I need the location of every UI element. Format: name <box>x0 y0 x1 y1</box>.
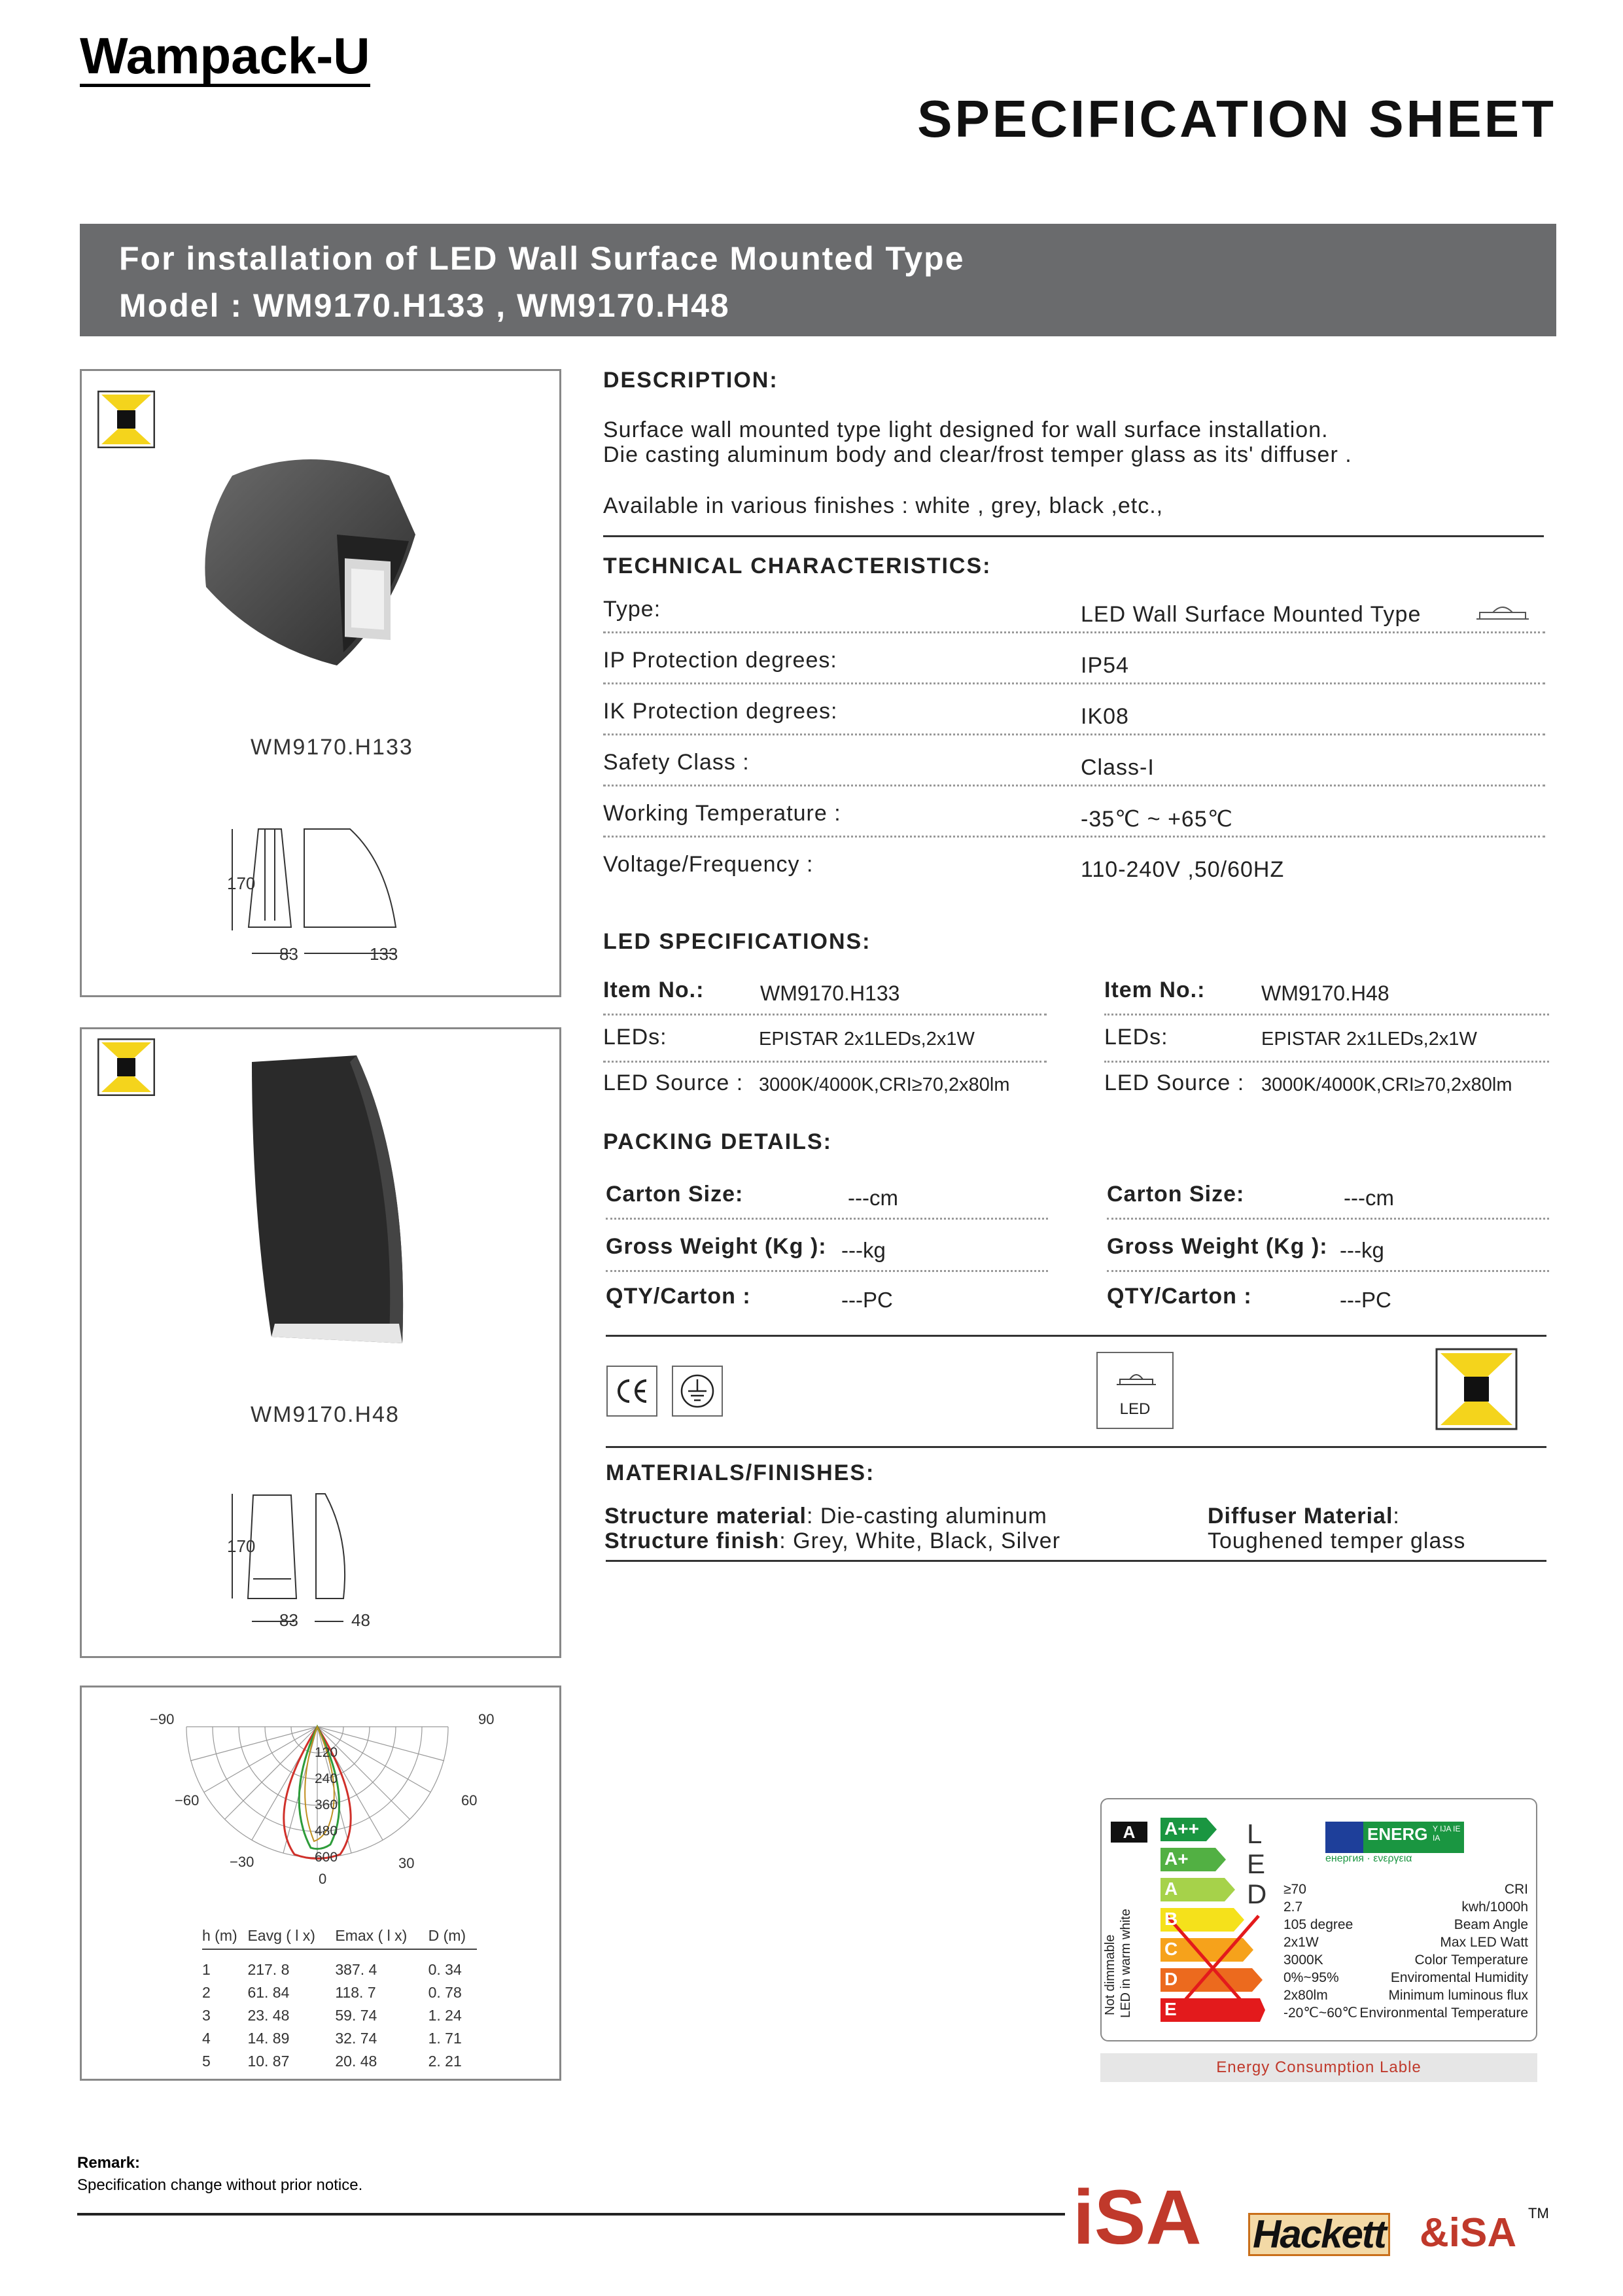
spec-key: Gross Weight (Kg ): <box>1107 1234 1328 1259</box>
energy-class-label: A++ <box>1164 1818 1199 1839</box>
surface-mount-icon <box>1113 1365 1159 1391</box>
table-cell: 5 <box>202 2053 211 2070</box>
led-heading: LED SPECIFICATIONS: <box>603 929 871 954</box>
energ-tag: Y IJA IE IA <box>1433 1824 1461 1843</box>
spec-value: ---kg <box>841 1238 886 1262</box>
divider <box>606 1335 1546 1337</box>
spec-value: 0%~95% <box>1283 1970 1339 1985</box>
energy-side-text2: LED in warm white <box>1119 1909 1133 2018</box>
ground-symbol-icon <box>671 1365 724 1417</box>
spec-value: ---cm <box>848 1186 898 1210</box>
spec-value: : Grey, White, Black, Silver <box>779 1528 1061 1553</box>
divider <box>606 1560 1546 1562</box>
spec-value: EPISTAR 2x1LEDs,2x1W <box>759 1029 975 1050</box>
description-heading: DESCRIPTION: <box>603 368 778 393</box>
dimension-drawing-h48 <box>219 1487 428 1644</box>
divider <box>603 535 1544 537</box>
polar-label-left60: −60 <box>175 1792 200 1809</box>
spec-value: WM9170.H48 <box>1261 981 1389 1005</box>
tech-row-ik <box>603 684 1545 735</box>
table-header: Emax ( l x) <box>335 1927 408 1944</box>
eu-flag-icon <box>1325 1822 1363 1853</box>
energy-class-label: A <box>1164 1879 1178 1899</box>
table-row <box>202 2004 477 2027</box>
sheet-title: SPECIFICATION SHEET <box>917 90 1556 148</box>
table-cell: 20. 48 <box>335 2053 377 2070</box>
energ-sub: енергия · ενεργεια <box>1325 1853 1412 1864</box>
table-row <box>202 1958 477 1981</box>
materials-heading: MATERIALS/FINISHES: <box>606 1460 875 1485</box>
energy-caption: Energy Consumption Lable <box>1100 2053 1537 2082</box>
table-cell: 3 <box>202 2007 211 2024</box>
table-header: h (m) <box>202 1927 237 1944</box>
energy-spec-row <box>1283 1951 1528 1969</box>
spec-key: Item No.: <box>603 978 705 1002</box>
led-leds-h48 <box>1104 1016 1549 1063</box>
product-photo-h48 <box>239 1049 435 1350</box>
polar-ring-240: 240 <box>315 1771 338 1786</box>
spec-value: 3000K <box>1283 1952 1323 1968</box>
pack-gw-1 <box>606 1225 1048 1272</box>
spec-value: 3000K/4000K,CRI≥70,2x80lm <box>1261 1074 1512 1095</box>
spec-key: CRI <box>1504 1882 1528 1897</box>
hackett-isa-logo: &iSA <box>1420 2210 1517 2255</box>
energy-led-letters <box>1247 1819 1266 1909</box>
tech-key: IP Protection degrees: <box>603 648 837 673</box>
pack-qty-1 <box>606 1275 1048 1322</box>
led-letter: D <box>1247 1879 1267 1909</box>
isa-logo: iSA <box>1073 2174 1202 2261</box>
tech-row-ip <box>603 633 1545 684</box>
diffuser-value: Toughened temper glass <box>1208 1528 1466 1553</box>
energy-spec-list <box>1283 1881 1528 2022</box>
spec-value: 2x80lm <box>1283 1988 1328 2003</box>
led-badge-icon <box>1096 1352 1174 1429</box>
tech-key: Type: <box>603 597 661 622</box>
description-line1: Surface wall mounted type light designed for wall surface installation. <box>603 417 1329 442</box>
table-cell: 32. 74 <box>335 2030 377 2047</box>
tech-value: LED Wall Surface Mounted Type <box>1081 602 1422 627</box>
energy-class-label: A+ <box>1164 1848 1189 1869</box>
tech-key: Safety Class : <box>603 750 750 775</box>
polar-label-zero: 0 <box>319 1871 327 1887</box>
spec-key: Carton Size: <box>606 1182 744 1207</box>
tech-value: IP54 <box>1081 653 1129 678</box>
spec-value: 2x1W <box>1283 1935 1319 1950</box>
spec-key: Color Temperature <box>1414 1952 1528 1968</box>
product-photo-h133 <box>193 450 468 672</box>
spec-value: -20℃~60℃ <box>1283 2005 1358 2021</box>
table-cell: 23. 48 <box>247 2007 290 2024</box>
dim-depth-h48: 48 <box>351 1610 370 1630</box>
spec-key: LED Source : <box>1104 1070 1245 1095</box>
spec-key: QTY/Carton : <box>606 1284 751 1309</box>
spec-value: ---kg <box>1340 1238 1384 1262</box>
table-cell: 61. 84 <box>247 1984 290 2001</box>
spec-value: : <box>1393 1504 1400 1528</box>
wall-mount-icon <box>1473 599 1532 623</box>
energ-badge <box>1325 1822 1464 1853</box>
dim-depth-h133: 133 <box>370 944 398 964</box>
table-row <box>202 2050 477 2073</box>
energ-text: ENERG <box>1367 1824 1428 1844</box>
product-caption-h48: WM9170.H48 <box>251 1402 400 1427</box>
dim-height-h133: 170 <box>227 874 256 893</box>
pack-qty-2 <box>1107 1275 1549 1322</box>
spec-value: 2.7 <box>1283 1899 1303 1915</box>
spec-key: Item No.: <box>1104 978 1206 1002</box>
tech-key: Working Temperature : <box>603 801 841 826</box>
tech-value: IK08 <box>1081 704 1129 729</box>
table-cell: 10. 87 <box>247 2053 290 2070</box>
tech-row-temp <box>603 786 1545 838</box>
polar-label-left90: −90 <box>150 1711 175 1727</box>
spec-key: Diffuser Material <box>1208 1504 1393 1528</box>
table-cell: 1. 71 <box>428 2030 462 2047</box>
diffuser-material <box>1208 1504 1400 1529</box>
spec-key: Minimum luminous flux <box>1388 1988 1528 2003</box>
polar-label-right30: 30 <box>398 1855 415 1871</box>
tech-row-type <box>603 582 1545 633</box>
spec-value: ---cm <box>1344 1186 1394 1210</box>
spec-value: 3000K/4000K,CRI≥70,2x80lm <box>759 1074 1010 1095</box>
table-cell: 387. 4 <box>335 1961 377 1978</box>
dim-width-h133: 83 <box>279 944 298 964</box>
spec-key: LED Source : <box>603 1070 744 1095</box>
pack-gw-2 <box>1107 1225 1549 1272</box>
product-box-h48 <box>80 1027 561 1658</box>
energy-class-label: E <box>1164 1999 1177 2019</box>
product-caption-h133: WM9170.H133 <box>251 735 413 760</box>
remark-text: Specification change without prior notice. <box>77 2176 363 2194</box>
band-line1: For installation of LED Wall Surface Mounted Type <box>119 240 965 277</box>
polar-ring-360: 360 <box>315 1797 338 1812</box>
polar-ring-480: 480 <box>315 1824 338 1839</box>
structure-material <box>604 1504 1047 1529</box>
hackett-logo: Hackett <box>1248 2213 1390 2256</box>
led-leds-h133 <box>603 1016 1047 1063</box>
table-cell: 2. 21 <box>428 2053 462 2070</box>
beam-icon <box>97 1038 155 1096</box>
led-item-h48 <box>1104 968 1549 1016</box>
divider <box>606 1446 1546 1448</box>
table-cell: 14. 89 <box>247 2030 290 2047</box>
polar-ring-120: 120 <box>315 1745 338 1760</box>
polar-label-left30: −30 <box>230 1854 254 1870</box>
spec-value: ≥70 <box>1283 1882 1306 1897</box>
band-line2: Model : WM9170.H133 , WM9170.H48 <box>119 287 730 324</box>
table-cell: 118. 7 <box>335 1984 376 2001</box>
energy-spec-row <box>1283 1881 1528 1898</box>
pack-carton-1 <box>606 1173 1048 1220</box>
beam-icon <box>97 391 155 448</box>
spec-key: Enviromental Humidity <box>1390 1970 1528 1985</box>
spec-key: QTY/Carton : <box>1107 1284 1252 1309</box>
spec-value: 105 degree <box>1283 1917 1353 1932</box>
spec-key: kwh/1000h <box>1461 1899 1528 1915</box>
description-line3: Available in various finishes : white , grey, black ,etc., <box>603 493 1164 518</box>
product-box-h133 <box>80 369 561 997</box>
table-header: Eavg ( l x) <box>247 1927 315 1944</box>
table-cell: 217. 8 <box>247 1961 290 1978</box>
illuminance-table <box>202 1923 477 2073</box>
table-header: D (m) <box>428 1927 466 1944</box>
tech-key: Voltage/Frequency : <box>603 852 814 877</box>
pack-carton-2 <box>1107 1173 1549 1220</box>
energy-spec-row <box>1283 2004 1528 2022</box>
led-item-h133 <box>603 968 1047 1016</box>
spec-value: EPISTAR 2x1LEDs,2x1W <box>1261 1029 1477 1050</box>
tech-value: Class-I <box>1081 755 1155 780</box>
energy-spec-row <box>1283 1934 1528 1951</box>
spec-value: ---PC <box>841 1288 893 1312</box>
dim-height-h48: 170 <box>227 1536 256 1556</box>
tech-row-voltage <box>603 838 1545 889</box>
table-cell: 1. 24 <box>428 2007 462 2024</box>
energy-class-label: B <box>1164 1909 1178 1929</box>
technical-heading: TECHNICAL CHARACTERISTICS: <box>603 554 992 578</box>
led-source-h133 <box>603 1061 1047 1108</box>
tech-row-safety <box>603 735 1545 786</box>
table-cell: 0. 34 <box>428 1961 462 1978</box>
beam-icon <box>1435 1348 1518 1430</box>
energy-spec-row <box>1283 1898 1528 1916</box>
table-cell: 0. 78 <box>428 1984 462 2001</box>
energy-spec-row <box>1283 1987 1528 2004</box>
remark-label: Remark: <box>77 2154 141 2172</box>
energy-label <box>1100 1798 1537 2041</box>
energy-side-text1: Not dimmable <box>1103 1934 1117 2015</box>
spec-value: : Die-casting aluminum <box>807 1504 1047 1528</box>
spec-key: Structure finish <box>604 1528 780 1553</box>
packing-heading: PACKING DETAILS: <box>603 1129 832 1154</box>
ce-mark-icon <box>606 1365 658 1417</box>
polar-label-right90: 90 <box>478 1711 495 1727</box>
led-badge-label: LED <box>1119 1400 1151 1418</box>
table-row <box>202 2027 477 2050</box>
energy-spec-row <box>1283 1916 1528 1934</box>
structure-finish <box>604 1528 1060 1554</box>
table-cell: 4 <box>202 2030 211 2047</box>
photometric-box <box>80 1686 561 2081</box>
energy-top-class: A <box>1111 1822 1147 1843</box>
table-cell: 59. 74 <box>335 2007 377 2024</box>
spec-key: Beam Angle <box>1454 1917 1528 1932</box>
spec-key: Carton Size: <box>1107 1182 1245 1207</box>
polar-ring-600: 600 <box>315 1850 338 1865</box>
trademark: TM <box>1528 2205 1549 2221</box>
led-letter: E <box>1247 1848 1266 1879</box>
spec-key: LEDs: <box>1104 1025 1168 1050</box>
spec-key: Gross Weight (Kg ): <box>606 1234 827 1259</box>
spec-key: Max LED Watt <box>1440 1935 1528 1950</box>
energy-class-label: C <box>1164 1939 1178 1959</box>
led-letter: L <box>1247 1818 1263 1849</box>
energy-spec-row <box>1283 1969 1528 1987</box>
brand-title: Wampack-U <box>80 30 370 87</box>
tech-key: IK Protection degrees: <box>603 699 838 724</box>
title-band <box>80 224 1556 336</box>
table-cell: 2 <box>202 1984 211 2001</box>
led-source-h48 <box>1104 1061 1549 1108</box>
tech-value: 110-240V ,50/60HZ <box>1081 857 1285 882</box>
spec-key: Structure material <box>604 1504 807 1528</box>
polar-label-right60: 60 <box>461 1792 478 1809</box>
tech-value: -35℃ ~ +65℃ <box>1081 807 1233 832</box>
description-line2: Die casting aluminum body and clear/frost temper glass as its' diffuser . <box>603 442 1352 467</box>
energy-class-label: D <box>1164 1969 1178 1989</box>
spec-value: ---PC <box>1340 1288 1391 1312</box>
table-row <box>202 1981 477 2004</box>
table-cell: 1 <box>202 1961 211 1978</box>
dim-width-h48: 83 <box>279 1610 298 1630</box>
footer-rule <box>77 2213 1065 2216</box>
spec-key: LEDs: <box>603 1025 667 1050</box>
spec-value: WM9170.H133 <box>760 981 900 1005</box>
spec-key: Environmental Temperature <box>1359 2005 1528 2021</box>
